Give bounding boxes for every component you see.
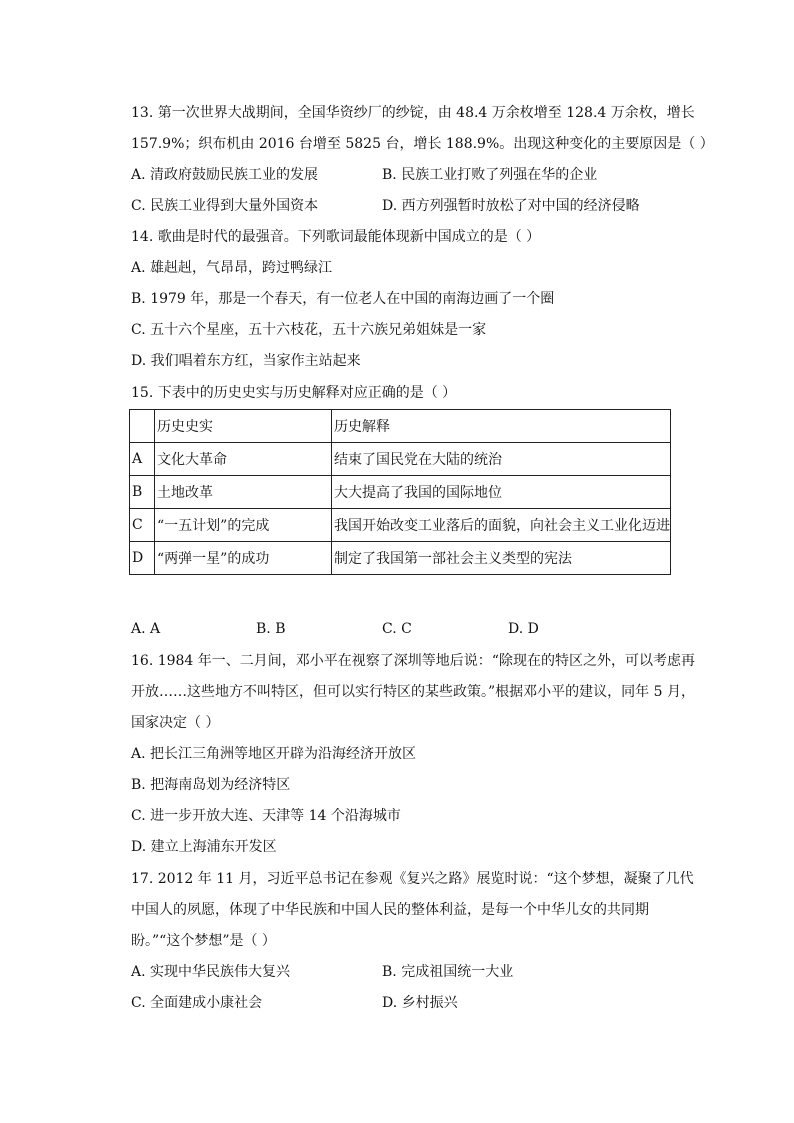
- q17-option-c: C. 全面建成小康社会: [131, 995, 263, 1011]
- q14-option-a: A. 雄赳赳，气昂昂，跨过鸭绿江: [131, 260, 333, 276]
- q15-stem: 15. 下表中的历史史实与历史解释对应正确的是（ ）: [131, 385, 457, 401]
- q13-stem-line-2: 157.9%；织布机由 2016 台增至 5825 台，增长 188.9%。出现这种变化的主要原因是（ ）: [131, 136, 714, 152]
- q15-option-a: A. A: [131, 621, 161, 637]
- table-row: [130, 542, 671, 575]
- q17-stem-line-3: 盼。”“这个梦想”是（ ）: [131, 933, 276, 949]
- q14-stem: 14. 歌曲是时代的最强音。下列歌词最能体现新中国成立的是（ ）: [131, 229, 541, 245]
- q16-option-a: A. 把长江三角洲等地区开辟为沿海经济开放区: [131, 746, 417, 762]
- q17-stem-line-1: 17. 2012 年 11 月，习近平总书记在参观《复兴之路》展览时说：“这个梦想，凝聚了几代: [131, 871, 694, 887]
- q17-option-a: A. 实现中华民族伟大复兴: [131, 964, 291, 980]
- table-cell: C: [130, 509, 155, 542]
- table-cell: “一五计划”的完成: [155, 509, 332, 542]
- q15-option-b: B. B: [256, 621, 286, 637]
- table-header-row: [130, 410, 671, 443]
- table-cell: 制定了我国第一部社会主义类型的宪法: [332, 542, 671, 575]
- q13-option-a: A. 清政府鼓励民族工业的发展: [131, 167, 319, 183]
- table-cell: 大大提高了我国的国际地位: [332, 476, 671, 509]
- q13-stem-line-1: 13. 第一次世界大战期间，全国华资纱厂的纱锭，由 48.4 万余枚增至 128.4 万余枚，增长: [131, 105, 695, 121]
- q16-stem-line-1: 16. 1984 年一、二月间，邓小平在视察了深圳等地后说：“除现在的特区之外，可以考虑再: [131, 653, 695, 669]
- table-cell: 土地改革: [155, 476, 332, 509]
- table-row: [130, 443, 671, 476]
- table-row: [130, 509, 671, 542]
- q13-option-b: B. 民族工业打败了列强在华的企业: [382, 167, 598, 183]
- table-cell: 结束了国民党在大陆的统治: [332, 443, 671, 476]
- history-table: [129, 409, 671, 575]
- q14-option-d: D. 我们唱着东方红，当家作主站起来: [131, 353, 361, 369]
- q16-stem-line-3: 国家决定（ ）: [131, 715, 220, 731]
- table-header-cell: [130, 410, 155, 443]
- table-cell: 文化大革命: [155, 443, 332, 476]
- q14-option-c: C. 五十六个星座，五十六枝花，五十六族兄弟姐妹是一家: [131, 322, 487, 338]
- q16-stem-line-2: 开放……这些地方不叫特区，但可以实行特区的某些政策。”根据邓小平的建议，同年 5 月，: [131, 684, 695, 700]
- table-cell: A: [130, 443, 155, 476]
- q16-option-b: B. 把海南岛划为经济特区: [131, 777, 291, 793]
- q14-option-b: B. 1979 年，那是一个春天，有一位老人在中国的南海边画了一个圈: [131, 291, 555, 307]
- table-row: [130, 476, 671, 509]
- q13-option-c: C. 民族工业得到大量外国资本: [131, 198, 319, 214]
- q15-option-c: C. C: [382, 621, 412, 637]
- table-cell: B: [130, 476, 155, 509]
- table-header-cell: 历史史实: [155, 410, 332, 443]
- table-cell: 我国开始改变工业落后的面貌，向社会主义工业化迈进: [332, 509, 671, 542]
- table-cell: D: [130, 542, 155, 575]
- q16-option-c: C. 进一步开放大连、天津等 14 个沿海城市: [131, 808, 401, 824]
- q13-option-d: D. 西方列强暂时放松了对中国的经济侵略: [382, 198, 640, 214]
- q15-option-d: D. D: [508, 621, 539, 637]
- q17-option-d: D. 乡村振兴: [382, 995, 458, 1011]
- table-cell: “两弹一星”的成功: [155, 542, 332, 575]
- table-header-cell: 历史解释: [332, 410, 671, 443]
- q17-stem-line-2: 中国人的夙愿，体现了中华民族和中国人民的整体利益，是每一个中华儿女的共同期: [131, 902, 649, 918]
- q17-option-b: B. 完成祖国统一大业: [382, 964, 514, 980]
- q16-option-d: D. 建立上海浦东开发区: [131, 839, 277, 855]
